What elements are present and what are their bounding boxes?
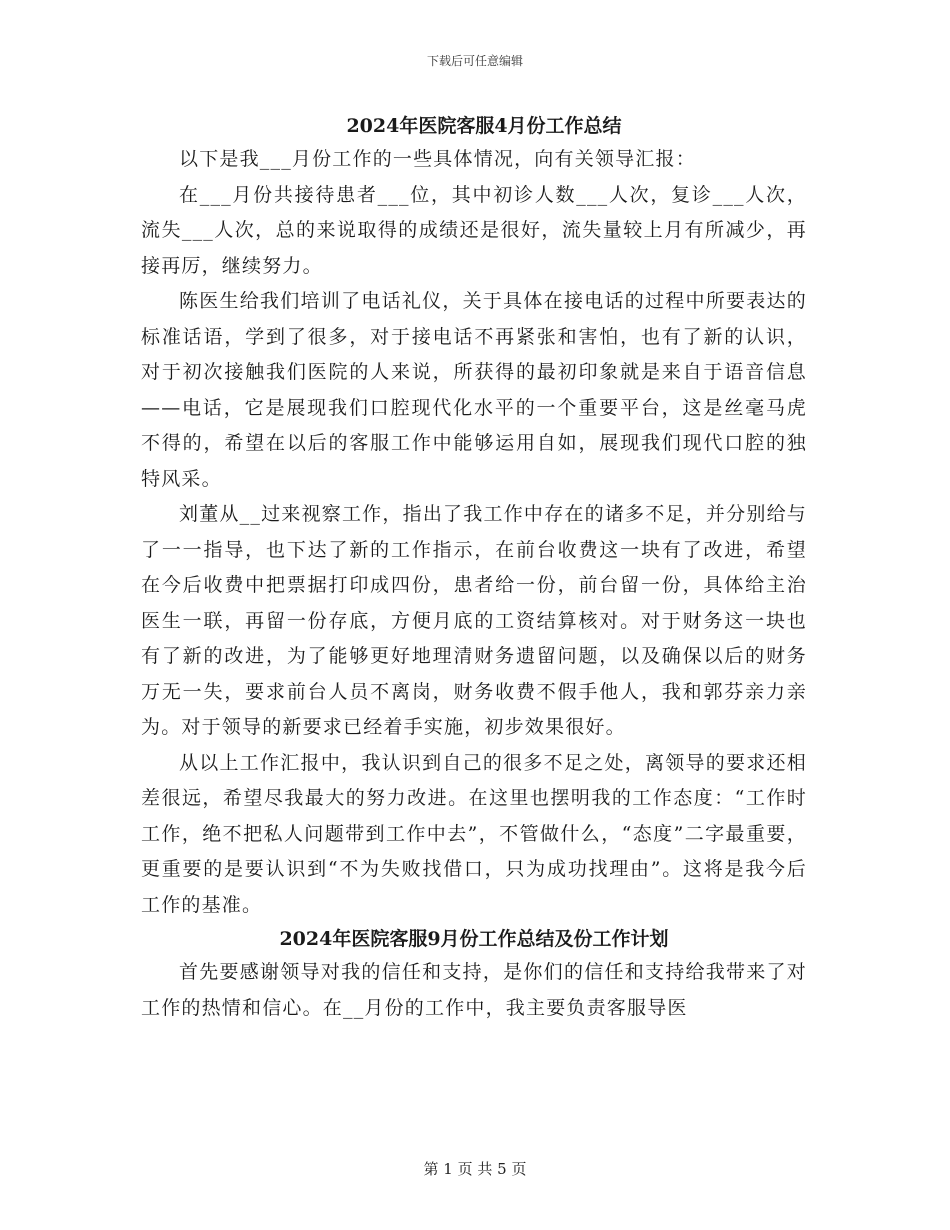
document-body (141, 110, 807, 1026)
paragraph: 刘董从__过来视察工作，指出了我工作中存在的诸多不足，并分别给与了一一指导，也下达了新的工作指示，在前台收费这一块有了改进，希望在今后收费中把票据打印成四份，患者给一份，前台留一份，具体给主治医生一联，再留一份存底，方便月底的工资结算核对。对于财务这一块也有了新的改进，为了能够更好地理清财务遗留问题，以及确保以后的财务万无一失，要求前台人员不离岗，财务收费不假手他人，我和郭芬亲力亲为。对于领导的新要求已经着手实施，初步效果很好。 (141, 503, 807, 738)
section-title-2: 2024年医院客服9月份工作总结及份工作计划 (279, 928, 669, 950)
paragraph: 从以上工作汇报中，我认识到自己的很多不足之处，离领导的要求还相差很远，希望尽我最大的努力改进。在这里也摆明我的工作态度：“工作时工作，绝不把私人问题带到工作中去”，不管做什么，“态度”二字最重要，更重要的是要认识到“不为失败找借口，只为成功找理由”。这将是我今后工作的基准。 (141, 751, 807, 916)
paragraph: 陈医生给我们培训了电话礼仪，关于具体在接电话的过程中所要表达的标准话语，学到了很多，对于接电话不再紧张和害怕，也有了新的认识，对于初次接触我们医院的人来说，所获得的最初印象就是来自于语音信息——电话，它是展现我们口腔现代化水平的一个重要平台，这是丝毫马虎不得的，希望在以后的客服工作中能够运用自如，展现我们现代口腔的独特风采。 (141, 290, 807, 490)
page-header-note: 下载后可任意编辑 (426, 54, 523, 68)
paragraph: 在___月份共接待患者___位，其中初诊人数___人次，复诊___人次，流失___人次，总的来说取得的成绩还是很好，流失量较上月有所减少，再接再厉，继续努力。 (141, 183, 807, 277)
paragraph: 首先要感谢领导对我的信任和支持，是你们的信任和支持给我带来了对工作的热情和信心。在__月份的工作中，我主要负责客服导医 (141, 961, 807, 1019)
page-number: 第 1 页 共 5 页 (423, 1160, 527, 1178)
section-title-1: 2024年医院客服4月份工作总结 (346, 115, 622, 137)
paragraph: 以下是我___月份工作的一些具体情况，向有关领导汇报： (179, 148, 696, 170)
